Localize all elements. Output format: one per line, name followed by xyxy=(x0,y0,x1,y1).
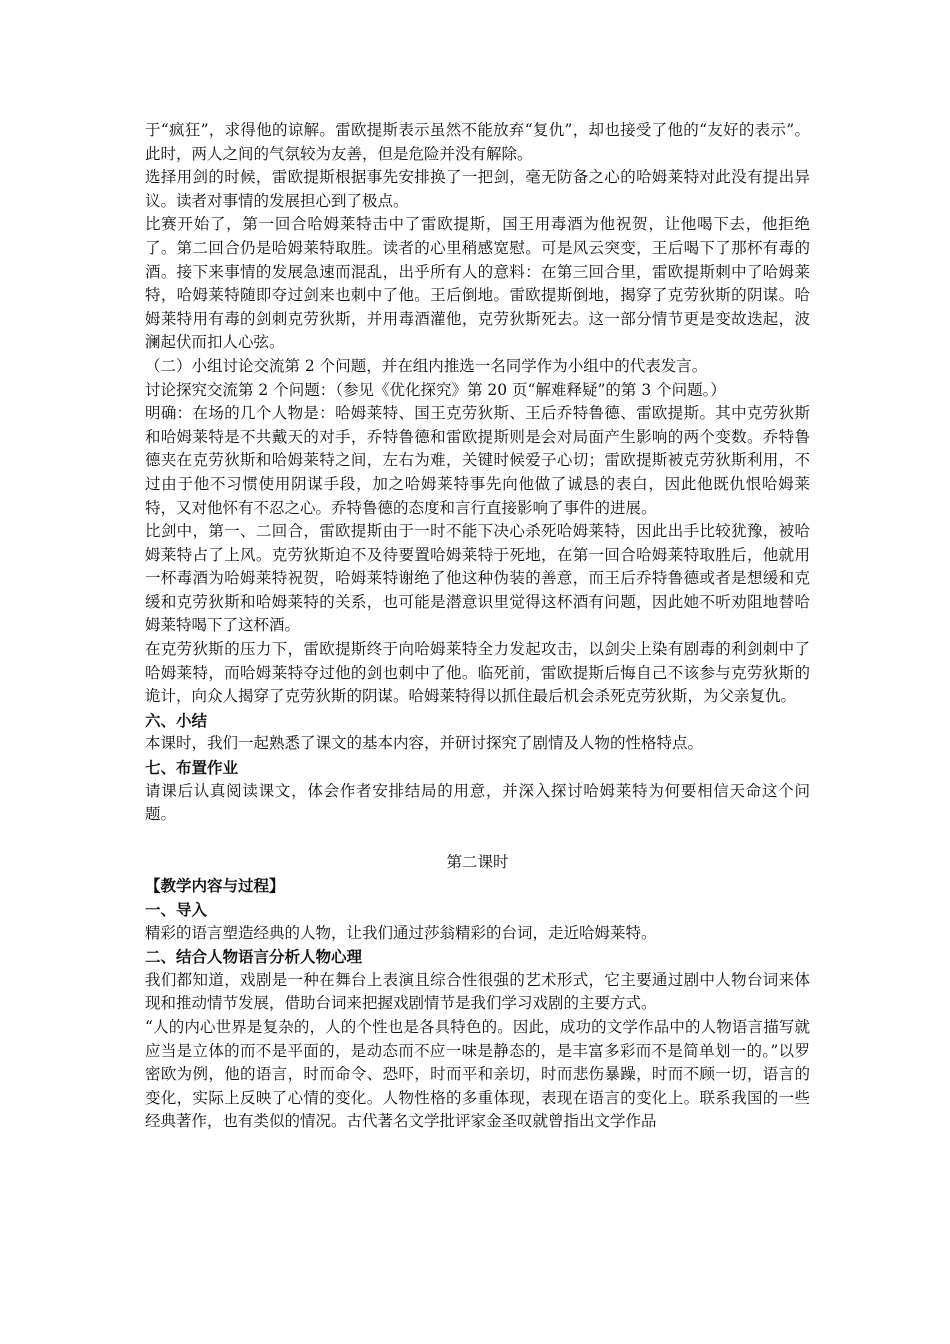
heading-summary: 六、小结 xyxy=(145,710,208,730)
summary-text: 本课时，我们一起熟悉了课文的基本内容，并研讨探究了剧情及人物的性格特点。 xyxy=(145,734,704,753)
paragraph-7: 比剑中，第一、二回合，雷欧提斯由于一时不能下决心杀死哈姆莱特，因此出手比较犹豫，被哈姆莱特占了上风。克劳狄斯迫不及待要置哈姆莱特于死地，在第一回合哈姆莱特取胜后，他就用一杯毒酒为哈姆莱特祝贺，哈姆莱特谢绝了他这种伪装的善意，而王后乔特鲁德或者是想缓和克缓和克劳狄斯和哈姆莱特的关系，也可能是潜意识里觉得这杯酒有问题，因此她不听劝阻地替哈姆莱特喝下了这杯酒。 xyxy=(145,522,810,635)
document-page xyxy=(145,119,810,1134)
homework-text: 请课后认真阅读课文，体会作者安排结局的用意，并深入探讨哈姆莱特为何要相信天命这个问题。 xyxy=(145,781,810,824)
paragraph-5: 讨论探究交流第 2 个问题：（参见《优化探究》第 20 页“解难释疑”的第 3 个问题。） xyxy=(145,380,726,399)
heading-homework: 七、布置作业 xyxy=(145,758,239,778)
heading-content: 【教学内容与过程】 xyxy=(145,876,285,896)
heading-intro: 一、导入 xyxy=(145,900,208,919)
analysis-paragraph-1: 我们都知道，戏剧是一种在舞台上表演且综合性很强的艺术形式，它主要通过剧中人物台词来体现和推动情节发展，借助台词来把握戏剧情节是我们学习戏剧的主要方式。 xyxy=(145,970,810,1013)
lesson-2-title: 第二课时 xyxy=(446,852,509,871)
heading-analysis: 二、结合人物语言分析人物心理 xyxy=(145,947,363,967)
paragraph-1: 于“疯狂”，求得他的谅解。雷欧提斯表示虽然不能放弃“复仇”，却也接受了他的“友好的表示”。此时，两人之间的气氛较为友善，但是危险并没有解除。 xyxy=(145,121,810,163)
paragraph-4: （二）小组讨论交流第 2 个问题，并在组内推选一名同学作为小组中的代表发言。 xyxy=(145,356,708,375)
paragraph-8: 在克劳狄斯的压力下，雷欧提斯终于向哈姆莱特全力发起攻击，以剑尖上染有剧毒的利剑刺中了哈姆莱特，而哈姆莱特夺过他的剑也刺中了他。临死前，雷欧提斯后悔自己不该参与克劳狄斯的诡计，向众人揭穿了克劳狄斯的阴谋。哈姆莱特得以抓住最后机会杀死克劳狄斯，为父亲复仇。 xyxy=(145,640,810,706)
intro-text: 精彩的语言塑造经典的人物，让我们通过莎翁精彩的台词，走近哈姆莱特。 xyxy=(145,923,657,942)
analysis-paragraph-2: “人的内心世界是复杂的，人的个性也是各具特色的。因此，成功的文学作品中的人物语言描写就应当是立体的而不是平面的，是动态而不应一味是静态的，是丰富多彩而不是简单划一的。”以罗密欧为例，他的语言，时而命令、恐吓，时而平和亲切，时而悲伤暴躁，时而不顾一切，语言的变化，实际上反映了心情的变化。人物性格的多重体现，表现在语言的变化上。联系我国的一些经典著作，也有类似的情况。古代著名文学批评家金圣叹就曾指出文学作品 xyxy=(145,1017,810,1131)
section-spacer xyxy=(145,827,810,851)
paragraph-6: 明确：在场的几个人物是：哈姆莱特、国王克劳狄斯、王后乔特鲁德、雷欧提斯。其中克劳狄斯和哈姆莱特是不共戴天的对手，乔特鲁德和雷欧提斯则是会对局面产生影响的两个变数。乔特鲁德夹在克劳狄斯和哈姆莱特之间，左右为难，关键时候爱子心切；雷欧提斯被克劳狄斯利用，不过由于他不习惯使用阴谋手段，加之哈姆莱特事先向他做了诚恳的表白，因此他既仇恨哈姆莱特，又对他怀有不忍之心。乔特鲁德的态度和言行直接影响了事件的进展。 xyxy=(145,404,810,517)
paragraph-3: 比赛开始了，第一回合哈姆莱特击中了雷欧提斯，国王用毒酒为他祝贺，让他喝下去，他拒绝了。第二回合仍是哈姆莱特取胜。读者的心里稍感宽慰。可是风云突变，王后喝下了那杯有毒的酒。接下来事情的发展急速而混乱，出乎所有人的意料：在第三回合里，雷欧提斯刺中了哈姆莱特，哈姆莱特随即夺过剑来也刺中了他。王后倒地。雷欧提斯倒地，揭穿了克劳狄斯的阴谋。哈姆莱特用有毒的剑刺克劳狄斯，并用毒酒灌他，克劳狄斯死去。这一部分情节更是变故迭起，波澜起伏而扣人心弦。 xyxy=(145,215,810,352)
paragraph-2: 选择用剑的时候，雷欧提斯根据事先安排换了一把剑，毫无防备之心的哈姆莱特对此没有提出异议。读者对事情的发展担心到了极点。 xyxy=(145,168,810,210)
